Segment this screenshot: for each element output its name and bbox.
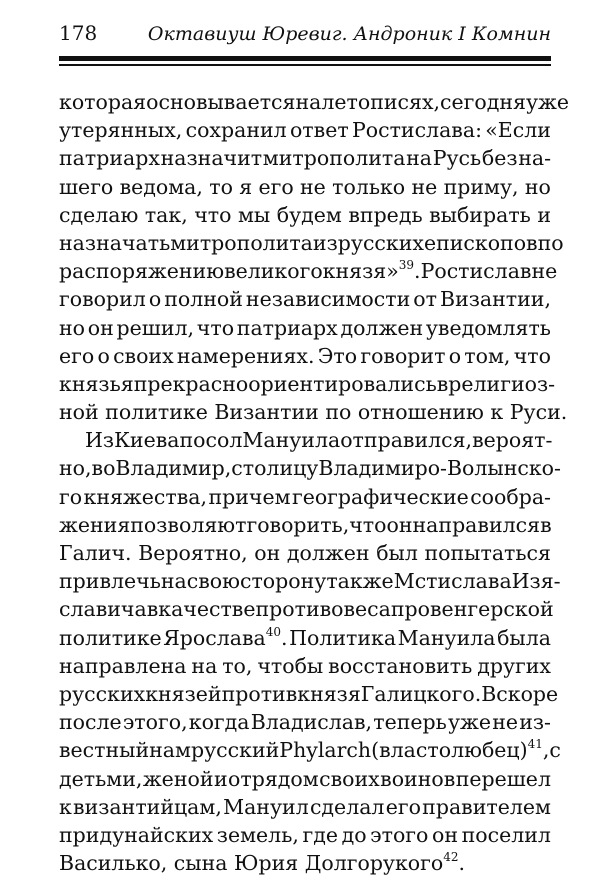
word: был <box>376 541 418 565</box>
word: также <box>326 569 394 594</box>
word: русских <box>59 681 146 706</box>
word: сообра- <box>470 484 551 509</box>
word: что <box>194 202 232 227</box>
word: сделаю <box>59 202 139 227</box>
word: к <box>59 794 72 819</box>
word: сохранил <box>185 118 287 143</box>
word: не <box>531 259 558 284</box>
word: без <box>481 146 518 171</box>
word: столицу <box>231 456 319 481</box>
word: где <box>302 822 338 847</box>
word: придунайских <box>59 822 214 847</box>
word: с <box>549 738 561 763</box>
text-line <box>59 201 551 229</box>
word: что <box>349 512 387 537</box>
word: этого <box>370 822 429 847</box>
word: должен <box>286 541 370 565</box>
text-line <box>59 765 551 793</box>
word: должен <box>340 315 424 340</box>
word: на <box>406 146 433 171</box>
word: прекрасно <box>133 371 249 396</box>
word: назначит <box>160 146 263 171</box>
word: летописях, <box>321 90 441 114</box>
word: митрополита <box>262 146 406 171</box>
word: провенгерской <box>390 597 554 622</box>
word: митрополита <box>170 230 313 255</box>
word: Киева <box>114 428 180 453</box>
word: что <box>196 315 235 340</box>
word: когда <box>188 710 250 735</box>
word: Политика <box>289 625 397 650</box>
word: решил, <box>116 315 195 340</box>
text-line <box>59 821 551 849</box>
word: я <box>239 174 253 199</box>
word: князей <box>145 681 222 706</box>
text-line <box>59 370 556 398</box>
word: Василько, сына Юрия Долгорукого$^{42}$. <box>59 850 466 876</box>
word: Из <box>85 428 115 453</box>
word: том, <box>464 343 511 368</box>
word: нам <box>149 738 191 763</box>
word: русских <box>337 230 424 255</box>
word: других <box>477 653 551 678</box>
word: (властолюбец)$^{41}$, <box>371 737 550 763</box>
word: князя»$^{39}$. <box>322 258 421 284</box>
word: не <box>492 710 519 735</box>
word: противовеса <box>255 597 391 622</box>
word: детьми, <box>59 766 143 791</box>
text-line <box>59 736 561 764</box>
word: намерениях. <box>176 343 315 368</box>
text-line <box>59 229 564 257</box>
word: направился <box>412 512 541 537</box>
word: Галич. <box>59 541 132 565</box>
word: славича <box>59 597 147 622</box>
word: и <box>537 202 551 227</box>
word: перешел <box>455 766 551 791</box>
word: его <box>385 794 421 819</box>
word: «Если <box>485 118 551 143</box>
word: шего <box>59 174 114 199</box>
text-line <box>59 483 551 511</box>
word: так, <box>144 202 188 227</box>
word: Мануила <box>242 428 341 453</box>
word: качестве <box>158 597 256 622</box>
word: только <box>332 174 406 199</box>
word: из- <box>519 710 551 735</box>
word: уже <box>525 90 569 114</box>
word: Владислав, <box>250 710 373 735</box>
footnote-marker: 40 <box>265 624 282 639</box>
word: Phylarch <box>279 738 372 763</box>
word: сделал <box>309 794 385 819</box>
word: он <box>254 541 281 565</box>
word: ответ <box>289 118 349 143</box>
word: из <box>312 230 338 255</box>
word: причем <box>208 484 291 509</box>
word: уведомлять <box>425 315 551 340</box>
word: но <box>59 315 86 340</box>
word: свою <box>186 569 240 594</box>
word: правителем <box>422 794 551 819</box>
word: восстановить <box>328 653 473 678</box>
text-line <box>59 849 551 877</box>
word: ной политике Византии по отношению к Руси. <box>59 400 568 425</box>
word: привлечь <box>59 569 161 594</box>
word: Вероятно, <box>138 541 248 565</box>
word: поселил <box>461 822 551 847</box>
word: го <box>59 484 83 509</box>
text-line <box>59 793 551 821</box>
word: отрядом <box>228 766 319 791</box>
text-line <box>59 708 551 736</box>
word: до <box>341 822 367 847</box>
word: земель, <box>216 822 299 847</box>
word: в <box>436 371 449 396</box>
text-line <box>59 426 551 454</box>
running-header <box>59 21 551 51</box>
word: Владимир, <box>115 456 232 481</box>
word: великого <box>224 259 323 284</box>
word: он <box>431 822 458 847</box>
word: посол <box>179 428 243 453</box>
word: политике <box>59 625 162 650</box>
word: Русь <box>432 146 482 171</box>
word: после <box>59 710 122 735</box>
word: о <box>448 343 462 368</box>
text-line <box>59 116 551 144</box>
word: но <box>524 174 551 199</box>
word: против <box>221 681 298 706</box>
word: которая <box>59 90 147 114</box>
running-title: Октавиуш Юревиг. Андроник I Комнин <box>147 23 551 45</box>
word: на <box>191 653 218 678</box>
word: на <box>295 90 322 114</box>
word: женой <box>142 766 214 791</box>
word: Мануила <box>397 625 496 650</box>
word: жения <box>59 512 131 537</box>
word: и <box>213 766 228 791</box>
word: то, <box>222 653 253 678</box>
word: мы <box>237 202 271 227</box>
text-line <box>59 144 551 172</box>
word: Изя- <box>511 569 561 594</box>
text-line <box>59 173 551 201</box>
word: на <box>160 569 187 594</box>
word: Мстислава <box>393 569 512 594</box>
text-line <box>59 88 569 116</box>
header-rule-thick <box>59 56 551 61</box>
text-line <box>59 314 551 342</box>
text-line <box>59 595 554 623</box>
word: княжества, <box>83 484 208 509</box>
footnote-marker: 41 <box>527 737 543 752</box>
word: во <box>91 456 116 481</box>
word: говорил <box>59 287 146 312</box>
page-number: 178 <box>59 21 98 45</box>
word: распоряжению <box>59 259 225 284</box>
word: сегодня <box>440 90 526 114</box>
word: не <box>300 174 326 199</box>
word: патриарх <box>236 315 338 340</box>
text-line <box>59 539 551 567</box>
word: патриарх <box>59 146 160 171</box>
word: от <box>413 287 437 312</box>
word: Владимиро-Волынско- <box>318 456 561 481</box>
word: вероят- <box>472 428 553 453</box>
word: Это <box>317 343 358 368</box>
word: Ростислава: <box>351 118 482 143</box>
word: сторону <box>239 569 327 594</box>
word: его <box>59 343 95 368</box>
word: была <box>497 625 551 650</box>
word: Ростислав <box>420 259 532 284</box>
word: в <box>146 597 159 622</box>
word: его <box>258 174 294 199</box>
word: уже <box>447 710 492 735</box>
word: своих <box>319 766 380 791</box>
word: ведома, <box>119 174 203 199</box>
word: впредь <box>348 202 423 227</box>
word: он <box>87 315 114 340</box>
word: на- <box>518 146 551 171</box>
word: попытаться <box>424 541 551 565</box>
word: направлена <box>59 653 187 678</box>
text-line <box>59 511 551 539</box>
text-line <box>59 567 561 595</box>
word: этого, <box>122 710 188 735</box>
header-rule-thin <box>59 64 551 66</box>
word: назначать <box>59 230 171 255</box>
word: по <box>537 230 564 255</box>
word: Мануил <box>223 794 309 819</box>
word: но, <box>59 456 92 481</box>
word: независимости <box>245 287 411 312</box>
text-line <box>59 257 558 285</box>
text-line <box>59 652 551 680</box>
text-line <box>59 398 568 426</box>
word: воинов <box>380 766 456 791</box>
word: то <box>209 174 233 199</box>
word: что <box>513 343 551 368</box>
word: ориентировались <box>248 371 437 396</box>
text-line <box>59 454 561 482</box>
footnote-marker: 42 <box>443 850 459 865</box>
text-line <box>59 285 551 313</box>
word: о <box>148 287 162 312</box>
text-line <box>59 680 559 708</box>
word: основывается <box>146 90 296 114</box>
word: позволяют <box>130 512 247 537</box>
text-line <box>59 624 551 652</box>
word: говорить, <box>246 512 350 537</box>
word: вестный <box>59 738 150 763</box>
footnote-marker: 39 <box>398 258 415 273</box>
word: будем <box>276 202 342 227</box>
word: теперь <box>373 710 447 735</box>
word: Византии, <box>440 287 551 312</box>
word: говорит <box>360 343 446 368</box>
word: Вскоре <box>481 681 559 706</box>
text-line <box>59 342 551 370</box>
word: византийцам, <box>73 794 222 819</box>
word: не <box>411 174 438 199</box>
word: он <box>386 512 413 537</box>
word: полной <box>164 287 243 312</box>
word: князя <box>297 681 361 706</box>
word: о <box>97 343 110 368</box>
word: географические <box>291 484 469 509</box>
word: своих <box>113 343 174 368</box>
word: приму, <box>443 174 519 199</box>
word: Галицкого. <box>360 681 482 706</box>
word: князья <box>59 371 134 396</box>
word: в <box>540 512 552 537</box>
word: религиоз- <box>448 371 556 396</box>
word: епископов <box>423 230 538 255</box>
word: чтобы <box>257 653 324 678</box>
word: утерянных, <box>59 118 183 143</box>
word: Ярослава$^{40}$. <box>163 624 288 650</box>
word: русский <box>190 738 280 763</box>
body-text <box>59 88 569 877</box>
word: выбирать <box>429 202 531 227</box>
word: отправился, <box>340 428 473 453</box>
